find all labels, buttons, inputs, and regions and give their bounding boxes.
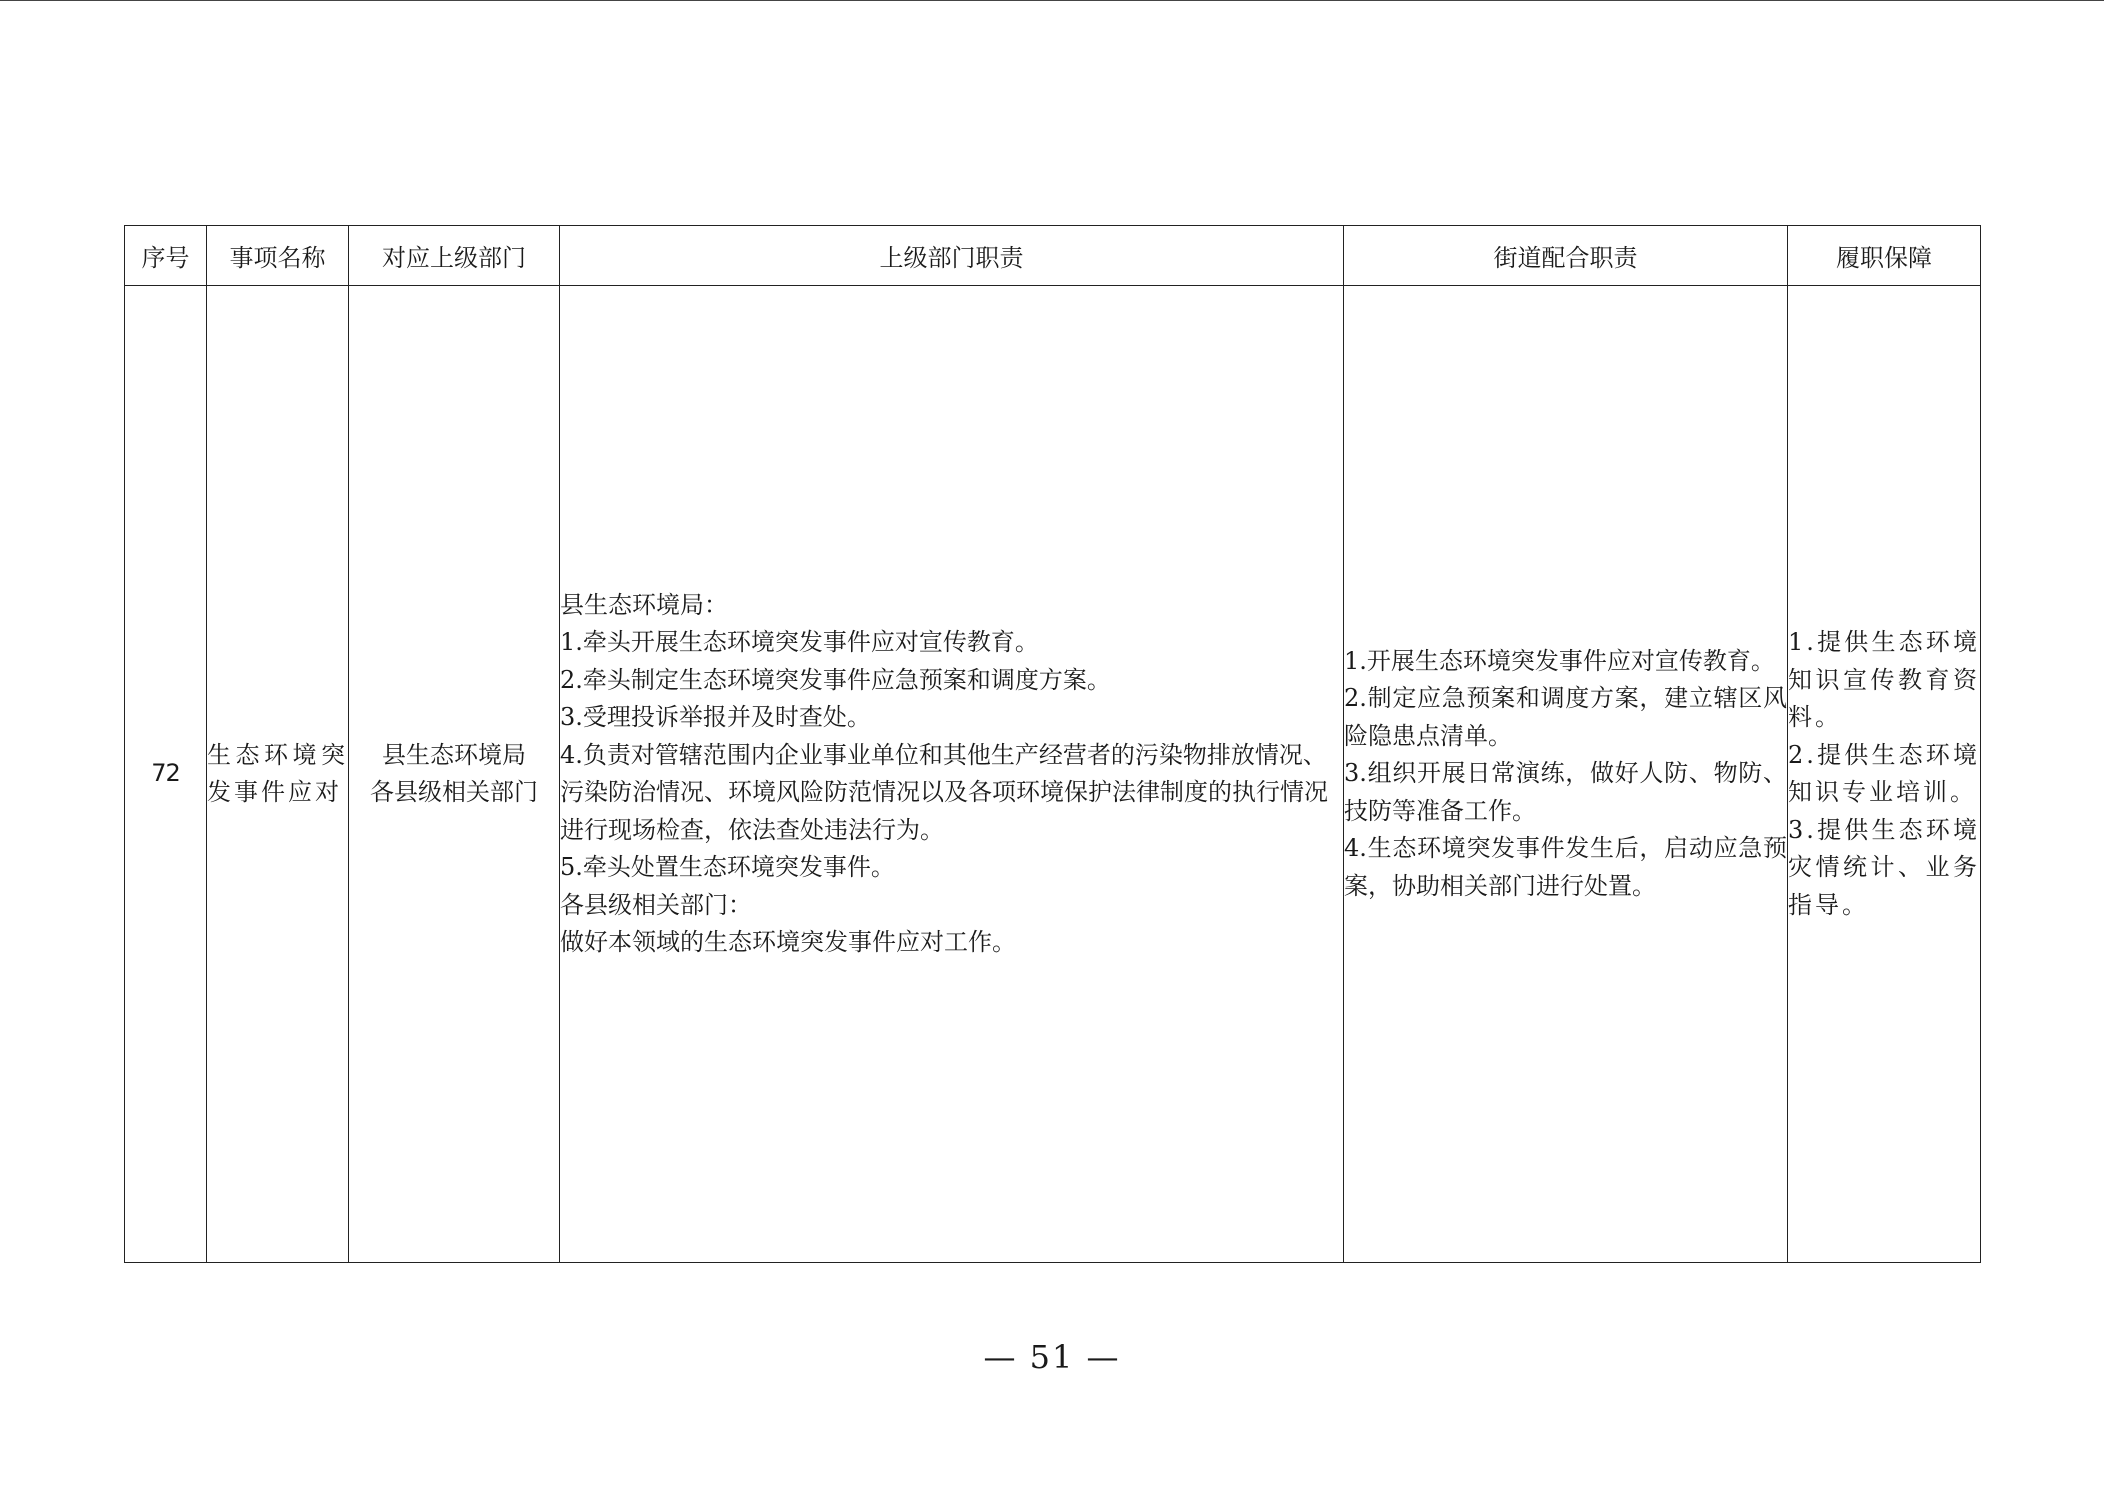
upper-dept-line: 县生态环境局 [382,740,526,769]
table-row [125,286,1981,1263]
page-number: — 51 — [983,1338,1121,1376]
upper-duty-heading: 县生态环境局： [560,590,728,619]
street-duty-item: 1.开展生态环境突发事件应对宣传教育。 [1344,646,1775,675]
header-item-name: 事项名称 [207,226,349,286]
guarantee-item: 3.提供生态环境灾情统计、业务指导。 [1788,815,1980,919]
street-duty-item: 4.生态环境突发事件发生后，启动应急预案，协助相关部门进行处置。 [1344,834,1787,900]
cell-street-duties [1344,286,1788,1263]
header-street-duties: 街道配合职责 [1344,226,1788,286]
table-header-row [125,226,1981,286]
top-border-line [0,0,2104,1]
header-upper-duties: 上级部门职责 [560,226,1344,286]
upper-duty-item: 3.受理投诉举报并及时查处。 [560,703,871,731]
upper-duty-item: 5.牵头处置生态环境突发事件。 [560,853,895,881]
upper-duty-item: 4.负责对管辖范围内企业事业单位和其他生产经营者的污染物排放情况、污染防治情况、环境风险防范情况以及各项环境保护法律制度的执行情况进行现场检查，依法查处违法行为。 [560,740,1328,844]
cell-upper-dept [349,286,560,1263]
upper-duty-item: 1.牵头开展生态环境突发事件应对宣传教育。 [560,628,1039,656]
duty-table [124,225,1981,1263]
header-upper-dept: 对应上级部门 [349,226,560,286]
guarantee-item: 2.提供生态环境知识专业培训。 [1788,740,1980,806]
upper-duty-item: 2.牵头制定生态环境突发事件应急预案和调度方案。 [560,665,1111,694]
guarantee-item: 1.提供生态环境知识宣传教育资料。 [1788,628,1980,731]
street-duty-item: 2.制定应急预案和调度方案，建立辖区风险隐患点清单。 [1344,684,1787,750]
header-guarantee: 履职保障 [1788,226,1981,286]
upper-dept-line: 各县级相关部门 [370,778,538,806]
cell-item-name: 生态环境突发事件应对 [207,286,349,1263]
upper-duty-heading: 各县级相关部门： [560,890,752,919]
street-duty-item: 3.组织开展日常演练，做好人防、物防、技防等准备工作。 [1344,759,1787,825]
cell-seq: 72 [125,286,207,1263]
header-seq: 序号 [125,226,207,286]
upper-duty-item: 做好本领域的生态环境突发事件应对工作。 [560,928,1016,956]
cell-upper-duties [560,286,1344,1263]
cell-guarantee [1788,286,1981,1263]
